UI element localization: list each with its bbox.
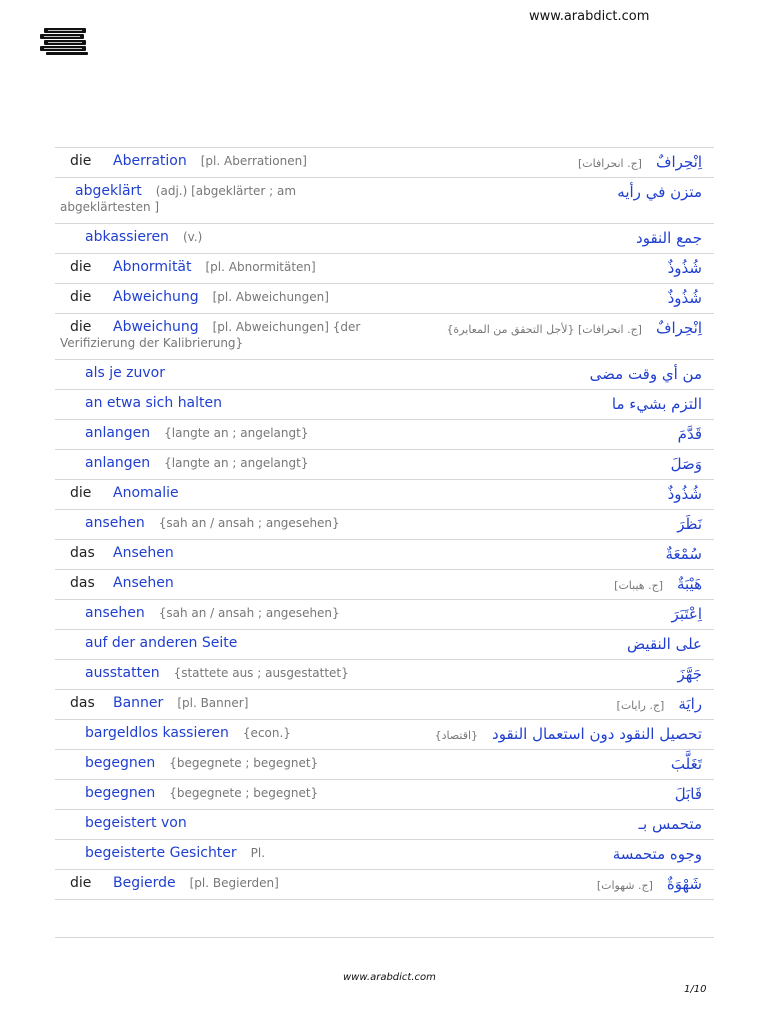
german-side xyxy=(70,575,384,591)
german-word-link[interactable]: ansehen xyxy=(85,515,145,531)
dictionary-entry-row xyxy=(55,660,714,690)
german-side xyxy=(70,695,384,711)
arabic-side xyxy=(385,875,702,895)
arabic-side xyxy=(385,289,702,309)
dictionary-entry-row xyxy=(55,750,714,780)
arabic-side xyxy=(385,635,702,655)
german-word-link[interactable]: Banner xyxy=(113,695,164,711)
article-label: die xyxy=(70,259,92,275)
german-side xyxy=(70,425,384,441)
dictionary-entry-row xyxy=(55,810,714,840)
article-label: die xyxy=(70,875,92,891)
dictionary-entry-row xyxy=(55,224,714,254)
german-side xyxy=(70,725,384,741)
arabic-side xyxy=(385,153,702,173)
dictionary-entry-row xyxy=(55,870,714,900)
arabic-word-link[interactable]: متحمس بـ xyxy=(638,815,702,833)
arabic-side xyxy=(385,229,702,249)
arabic-word-link[interactable]: من أي وقت مضى xyxy=(589,365,702,383)
german-side xyxy=(70,153,384,169)
german-word-link[interactable]: abkassieren xyxy=(85,229,169,245)
dictionary-entry-row xyxy=(55,148,714,178)
arabic-grammar-note: [ج. شهوات] xyxy=(596,879,653,892)
article-label: die xyxy=(70,289,92,305)
arabic-word-link[interactable]: على النقيض xyxy=(627,635,702,653)
arabic-word-link[interactable]: شُذُوذٌ xyxy=(667,289,702,307)
german-side xyxy=(70,515,384,531)
german-word-link[interactable]: begegnen xyxy=(85,755,156,771)
german-side xyxy=(70,395,384,411)
german-side xyxy=(60,183,384,215)
dictionary-entry-row xyxy=(55,630,714,660)
arabic-word-link[interactable]: تَغَلَّبَ xyxy=(670,755,702,773)
arabic-side xyxy=(385,785,702,805)
german-word-link[interactable]: auf der anderen Seite xyxy=(85,635,238,651)
arabic-side xyxy=(385,485,702,505)
arabic-side xyxy=(385,455,702,475)
grammar-note: [pl. Aberrationen] xyxy=(200,154,307,168)
dictionary-entry-row xyxy=(55,690,714,720)
grammar-note: [pl. Begierden] xyxy=(189,876,279,890)
german-side xyxy=(70,665,384,681)
arabic-word-link[interactable]: رايَة xyxy=(678,695,702,713)
dictionary-table xyxy=(55,147,714,900)
grammar-note: [pl. Abnormitäten] xyxy=(205,260,316,274)
german-side xyxy=(70,875,384,891)
arabic-side xyxy=(385,183,702,203)
german-word-link[interactable]: als je zuvor xyxy=(85,365,165,381)
german-side xyxy=(70,289,384,305)
dictionary-entry-row xyxy=(55,510,714,540)
arabic-word-link[interactable]: اِعْتَبَرَ xyxy=(671,605,702,623)
article-label: das xyxy=(70,545,95,561)
arabic-grammar-note: [ج. رايات] xyxy=(616,699,665,712)
dictionary-entry-row xyxy=(55,540,714,570)
article-label: das xyxy=(70,575,95,591)
grammar-note: {langte an ; angelangt} xyxy=(164,426,309,440)
arabic-side xyxy=(385,319,702,339)
arabic-word-link[interactable]: نَظَرَ xyxy=(677,515,702,533)
arabic-word-link[interactable]: جَهَّزَ xyxy=(677,665,702,683)
grammar-note: [pl. Banner] xyxy=(177,696,249,710)
german-word-link[interactable]: Anomalie xyxy=(113,485,179,501)
arabic-word-link[interactable]: قَدَّمَ xyxy=(677,425,702,443)
german-side xyxy=(70,259,384,275)
page-number: 1/10 xyxy=(684,984,707,995)
german-word-link[interactable]: ansehen xyxy=(85,605,145,621)
dictionary-entry-row xyxy=(55,390,714,420)
grammar-note: {begegnete ; begegnet} xyxy=(169,786,319,800)
german-side xyxy=(70,485,384,501)
grammar-note: {sah an / ansah ; angesehen} xyxy=(158,516,340,530)
footer-site-url[interactable]: www.arabdict.com xyxy=(343,972,436,983)
arabic-word-link[interactable]: وَصَلَ xyxy=(670,455,702,473)
german-word-link[interactable]: begeisterte Gesichter xyxy=(85,845,237,861)
arabic-side xyxy=(385,515,702,535)
german-word-link[interactable]: an etwa sich halten xyxy=(85,395,223,411)
dictionary-entry-row xyxy=(55,480,714,510)
german-word-link[interactable]: begeistert von xyxy=(85,815,187,831)
dictionary-entry-row xyxy=(55,284,714,314)
german-side xyxy=(70,845,384,861)
arabic-grammar-note: [ج. هيبات] xyxy=(614,579,663,592)
arabic-word-link[interactable]: قَابَلَ xyxy=(674,785,702,803)
dictionary-entry-row xyxy=(55,840,714,870)
dictionary-entry-row xyxy=(55,314,714,360)
german-word-link[interactable]: ausstatten xyxy=(85,665,160,681)
arabic-word-link[interactable]: متزن في رأيه xyxy=(617,183,702,201)
grammar-note: (adj.) [abgeklärter ; am abgeklärtesten ] xyxy=(60,184,297,214)
dictionary-entry-row xyxy=(55,600,714,630)
arabic-word-link[interactable]: سُمْعَةٌ xyxy=(665,545,702,563)
arabic-side xyxy=(385,755,702,775)
german-word-link[interactable]: anlangen xyxy=(85,425,151,441)
dictionary-entry-row xyxy=(55,780,714,810)
dictionary-entry-row xyxy=(55,360,714,390)
arabic-side xyxy=(385,665,702,685)
dictionary-entry-row xyxy=(55,450,714,480)
arabic-side xyxy=(385,575,702,595)
dictionary-entry-row xyxy=(55,254,714,284)
site-url-header[interactable]: www.arabdict.com xyxy=(529,9,650,24)
article-label: die xyxy=(70,153,92,169)
german-word-link[interactable]: Abnormität xyxy=(113,259,192,275)
arabic-side xyxy=(385,545,702,565)
arabic-side xyxy=(385,395,702,415)
dictionary-entry-row xyxy=(55,570,714,600)
arabic-side xyxy=(385,695,702,715)
bottom-divider xyxy=(55,937,714,938)
arabic-grammar-note: [ج. انحرافات] xyxy=(577,157,642,170)
arabic-word-link[interactable]: هَيْبَةٌ xyxy=(676,575,702,593)
german-word-link[interactable]: abgeklärt xyxy=(75,183,142,199)
arabic-word-link[interactable]: تحصيل النقود دون استعمال النقود xyxy=(492,725,702,743)
german-side xyxy=(60,319,384,351)
german-side xyxy=(70,815,384,831)
arabic-side xyxy=(385,425,702,445)
grammar-note: {langte an ; angelangt} xyxy=(164,456,309,470)
grammar-note: {econ.} xyxy=(242,726,291,740)
german-word-link[interactable]: anlangen xyxy=(85,455,151,471)
grammar-note: {sah an / ansah ; angesehen} xyxy=(158,606,340,620)
arabic-word-link[interactable]: شَهْوَةٌ xyxy=(666,875,702,893)
german-word-link[interactable]: bargeldlos kassieren xyxy=(85,725,229,741)
arabic-word-link[interactable]: التزم بشيء ما xyxy=(611,395,702,413)
arabic-grammar-note: {اقتصاد} xyxy=(434,729,479,742)
german-side xyxy=(70,755,384,771)
german-side xyxy=(70,635,384,651)
dictionary-entry-row xyxy=(55,420,714,450)
books-logo-icon xyxy=(38,26,90,56)
german-word-link[interactable]: begegnen xyxy=(85,785,156,801)
german-side xyxy=(70,365,384,381)
arabic-word-link[interactable]: شُذُوذٌ xyxy=(667,485,702,503)
arabic-side xyxy=(385,725,702,745)
german-side xyxy=(70,785,384,801)
german-word-link[interactable]: Aberration xyxy=(113,153,187,169)
german-word-link[interactable]: Ansehen xyxy=(113,575,174,591)
grammar-note: Pl. xyxy=(250,846,266,860)
grammar-note: {stattete aus ; ausgestattet} xyxy=(173,666,349,680)
dictionary-entry-row xyxy=(55,720,714,750)
german-word-link[interactable]: Abweichung xyxy=(113,289,199,305)
article-label: die xyxy=(70,485,92,501)
arabic-word-link[interactable]: شُذُوذٌ xyxy=(667,259,702,277)
grammar-note: {begegnete ; begegnet} xyxy=(169,756,319,770)
german-word-link[interactable]: Abweichung xyxy=(113,319,199,335)
arabic-side xyxy=(385,365,702,385)
grammar-note: [pl. Abweichungen] {der Verifizierung der Kalibrierung} xyxy=(60,320,361,350)
arabic-side xyxy=(385,259,702,279)
article-label: das xyxy=(70,695,95,711)
arabic-word-link[interactable]: اِنْحِرافٌ xyxy=(655,319,702,337)
article-label: die xyxy=(70,319,92,335)
german-side xyxy=(70,229,384,245)
grammar-note: [pl. Abweichungen] xyxy=(212,290,329,304)
arabic-word-link[interactable]: اِنْحِرافٌ xyxy=(655,153,702,171)
arabic-side xyxy=(385,845,702,865)
german-word-link[interactable]: Begierde xyxy=(113,875,176,891)
arabic-side xyxy=(385,815,702,835)
arabic-word-link[interactable]: وجوه متحمسة xyxy=(612,845,702,863)
arabic-grammar-note: [ج. انحرافات] {لأجل التحقق من المعايرة} xyxy=(446,323,642,336)
arabic-word-link[interactable]: جمع النقود xyxy=(636,229,702,247)
german-side xyxy=(70,545,384,561)
german-word-link[interactable]: Ansehen xyxy=(113,545,174,561)
dictionary-entry-row xyxy=(55,178,714,224)
grammar-note: (v.) xyxy=(182,230,203,244)
german-side xyxy=(70,605,384,621)
arabic-side xyxy=(385,605,702,625)
german-side xyxy=(70,455,384,471)
